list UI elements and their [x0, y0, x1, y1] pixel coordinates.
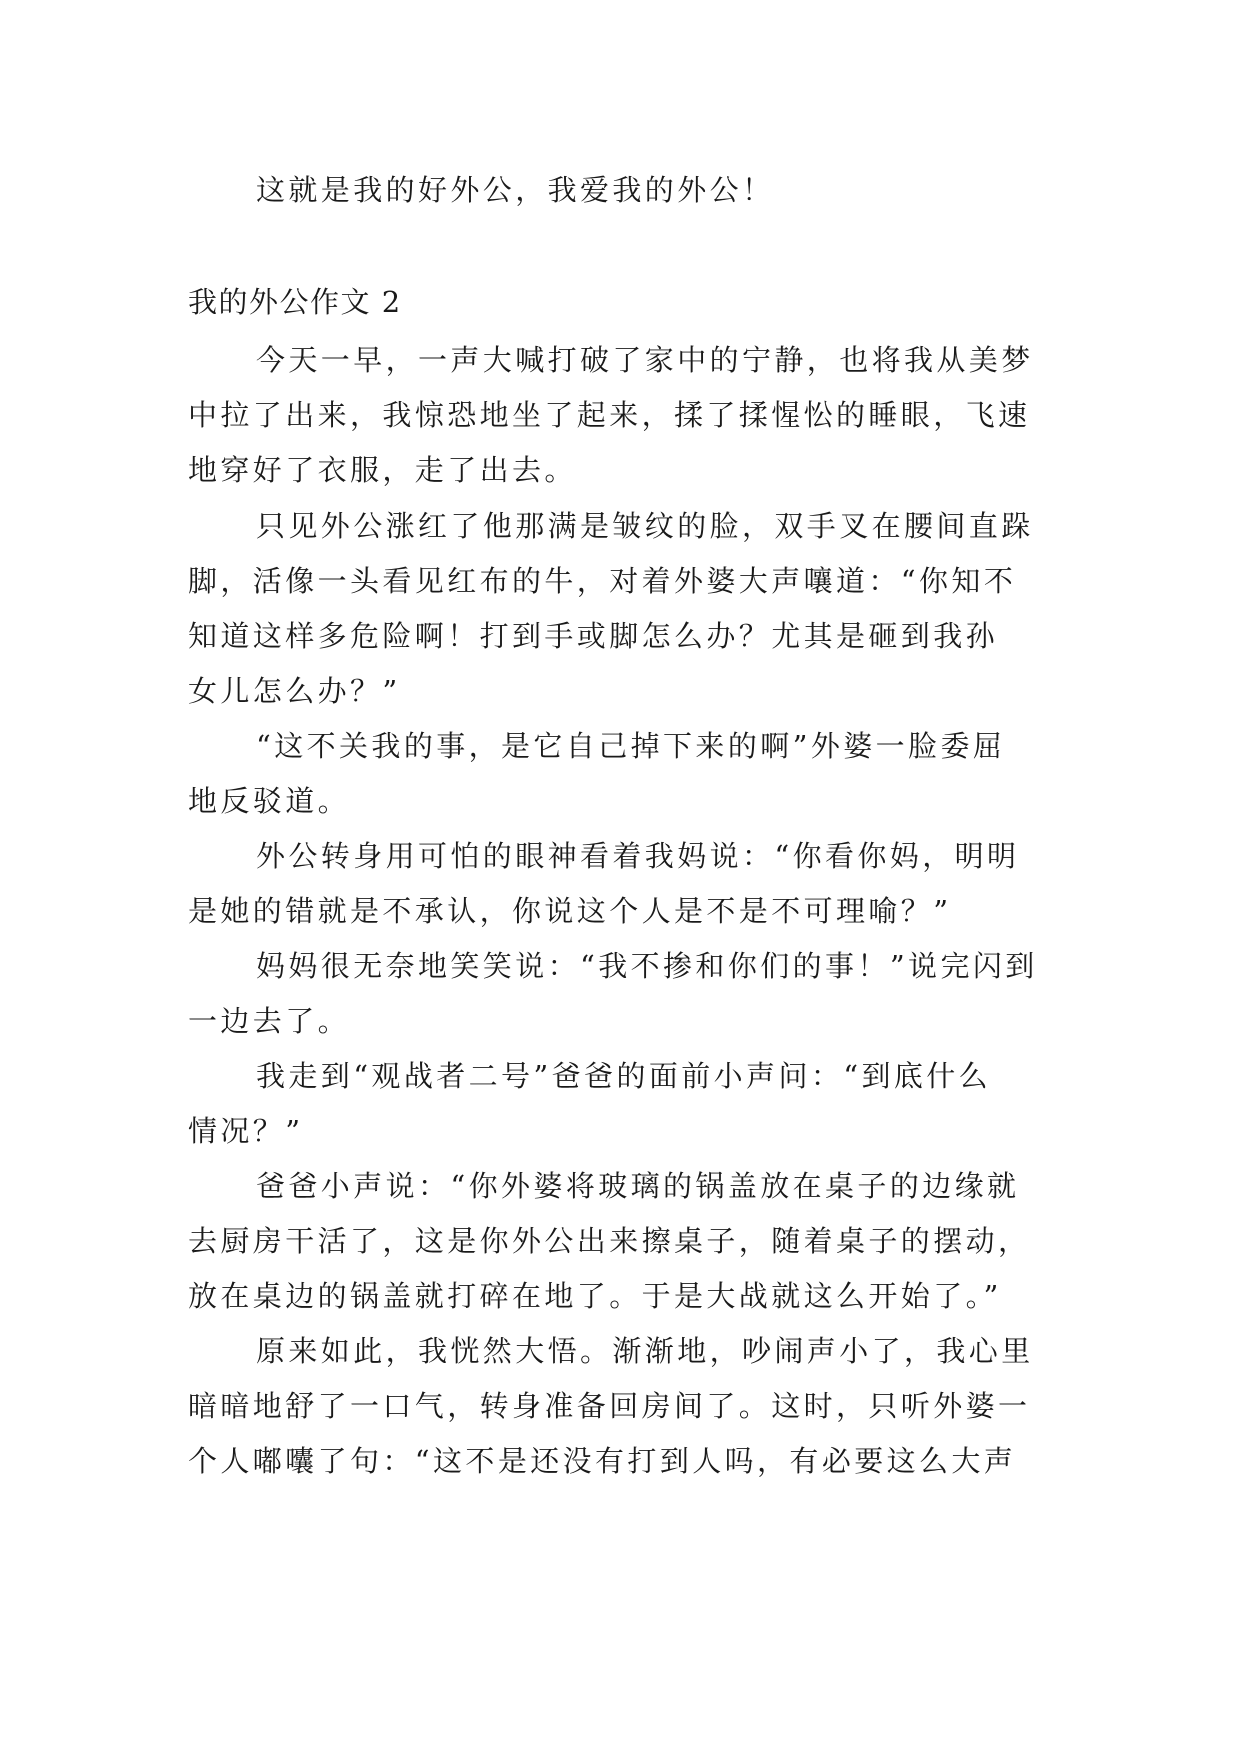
text-line: 一边去了。: [188, 1004, 351, 1038]
text-line: 我走到“观战者二号”爸爸的面前小声问：“到底什么: [256, 1059, 992, 1093]
text-line: 原来如此，我恍然大悟。渐渐地，吵闹声小了，我心里: [256, 1334, 1034, 1368]
text-line: 妈妈很无奈地笑笑说：“我不掺和你们的事！”说完闪到: [256, 949, 1038, 983]
text-line: 脚，活像一头看见红布的牛，对着外婆大声嚷道：“你知不: [188, 564, 1017, 598]
text-line: 外公转身用可怕的眼神看着我妈说：“你看你妈，明明: [256, 839, 1020, 873]
text-line: 放在桌边的锅盖就打碎在地了。于是大战就这么开始了。”: [188, 1279, 1002, 1313]
text-line: 知道这样多危险啊！打到手或脚怎么办？尤其是砸到我孙: [188, 619, 999, 653]
text-line: 女儿怎么办？”: [188, 674, 401, 708]
text-line: 是她的错就是不承认，你说这个人是不是不可理喻？”: [188, 894, 952, 928]
text-line: 中拉了出来，我惊恐地坐了起来，揉了揉惺忪的睡眼，飞速: [188, 398, 1031, 432]
closing-line: 这就是我的好外公，我爱我的外公！: [256, 173, 775, 207]
text-line: 地反驳道。: [188, 784, 351, 818]
text-line: 情况？”: [188, 1114, 304, 1148]
text-line: “这不关我的事，是它自己掉下来的啊”外婆一脸委屈: [256, 729, 1006, 763]
text-line: 只见外公涨红了他那满是皱纹的脸，双手叉在腰间直跺: [256, 509, 1034, 543]
text-line: 爸爸小声说：“你外婆将玻璃的锅盖放在桌子的边缘就: [256, 1169, 1020, 1203]
text-line: 地穿好了衣服，走了出去。: [188, 453, 577, 487]
essay-title: 我的外公作文 2: [188, 285, 402, 319]
text-line: 暗暗地舒了一口气，转身准备回房间了。这时，只听外婆一: [188, 1389, 1031, 1423]
text-line: 个人嘟囔了句：“这不是还没有打到人吗，有必要这么大声: [188, 1444, 1017, 1478]
text-line: 今天一早，一声大喊打破了家中的宁静，也将我从美梦: [256, 343, 1034, 377]
text-line: 去厨房干活了，这是你外公出来擦桌子，随着桌子的摆动，: [188, 1224, 1031, 1258]
